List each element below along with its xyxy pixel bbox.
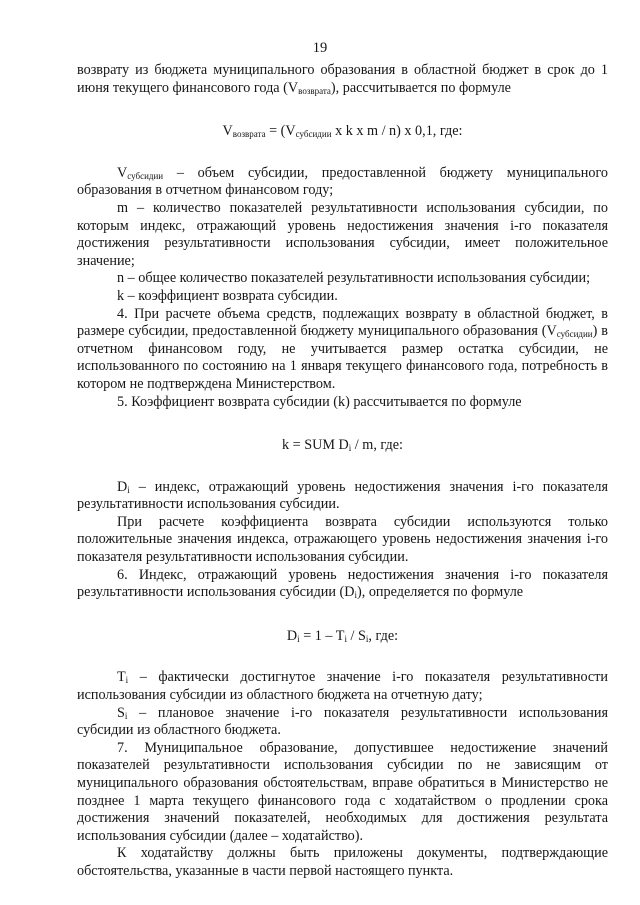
subscript: i [124,710,128,721]
text: – плановое значение i-го показателя результативности использования субсидии из областного бюджета. [77,704,608,739]
text: D [117,478,128,495]
subscript: i [365,633,369,644]
text: / S [346,627,366,644]
text: k = SUM D [282,437,349,454]
definition-ti [77,669,608,704]
definition-m: m – количество показателей результативности использования субсидии, по которым индекс, отражающий уровень недостижения значения i-го показателя достижения результативности использования субсидии, имеет положительное значение; [77,199,608,269]
formula-return-volume [77,123,608,141]
definition-si [77,705,608,740]
subscript: возврата [298,85,331,96]
text: ) в отчетном финансовом году, не учитывается размер остатка субсидии, не использованного по состоянию на 1 января текущего финансового года, потребность в котором не подтверждена Министерством. [77,323,608,392]
text: – объем субсидии, предоставленной бюджету муниципального образования в отчетном финансовом году; [77,164,608,199]
text: – фактически достигнутое значение i-го показателя результативности использования субсидии из областного бюджета на отчетную дату; [77,669,608,704]
text: 6. Индекс, отражающий уровень недостижения значения i-го показателя результативности использования субсидии (D [77,566,608,601]
subscript: субсидии [127,170,164,181]
formula-index [77,628,608,646]
definition-v-subsidy [77,165,608,200]
text: ), определяется по формуле [357,584,524,601]
paragraph-8: К ходатайству должны быть приложены документы, подтверждающие обстоятельства, указанные в части первой настоящего пункта. [77,845,608,879]
paragraph-4 [77,306,608,394]
paragraph-calculation: При расчете коэффициента возврата субсидии используются только положительные значения индекса, отражающего уровень недостижения значения i-го показателя результативности использования субсидии. [77,513,608,566]
text: ), рассчитывается по формуле [330,79,511,96]
subscript: i [125,675,129,686]
text: = (V [265,123,296,140]
text: = 1 – T [299,627,345,644]
page-number: 19 [312,40,328,56]
subscript: возврата [232,129,266,140]
text: x k x m / n) x 0,1, где: [331,123,463,140]
text: возврату из бюджета муниципального образования в областной бюджет в срок до 1 июня текущего финансового года (V [77,62,608,96]
text: T [117,669,126,686]
page-content [77,62,608,881]
definition-n: n – общее количество показателей результативности использования субсидии; [117,270,591,287]
text: V [222,123,233,140]
definition-di [77,479,608,514]
subscript: i [348,443,352,454]
text: , где: [368,627,399,644]
text: / m, где: [351,437,403,454]
text: D [286,627,298,644]
subscript: i [297,633,300,644]
subscript: субсидии [556,329,593,340]
subscript: i [344,633,347,644]
text: S [117,704,125,721]
text: V [117,164,128,181]
paragraph-6 [77,567,608,602]
subscript: i [127,484,130,495]
paragraph-return-intro [77,62,608,97]
text: 4. При расчете объема средств, подлежащих возврату в областной бюджет, в размере субсидии, предоставленной бюджету муниципального образования (V [77,305,608,340]
paragraph-5: 5. Коэффициент возврата субсидии (k) рассчитывается по формуле [117,393,522,410]
subscript: i [354,590,358,601]
subscript: субсидии [295,129,332,140]
text: – индекс, отражающий уровень недостижения значения i-го показателя результативности использования субсидии. [77,478,608,513]
definition-k: k – коэффициент возврата субсидии. [117,287,338,304]
formula-coefficient [77,437,608,455]
paragraph-7: 7. Муниципальное образование, допустившее недостижение значений показателей результативности использования субсидии по не зависящим от муниципального образования обстоятельствам, вправе обратиться в Министерство не позднее 1 марта текущего финансового года с ходатайством о продлении срока достижения значений показателей, необходимых для достижения результата использования субсидии (далее – ходатайство). [77,739,608,844]
